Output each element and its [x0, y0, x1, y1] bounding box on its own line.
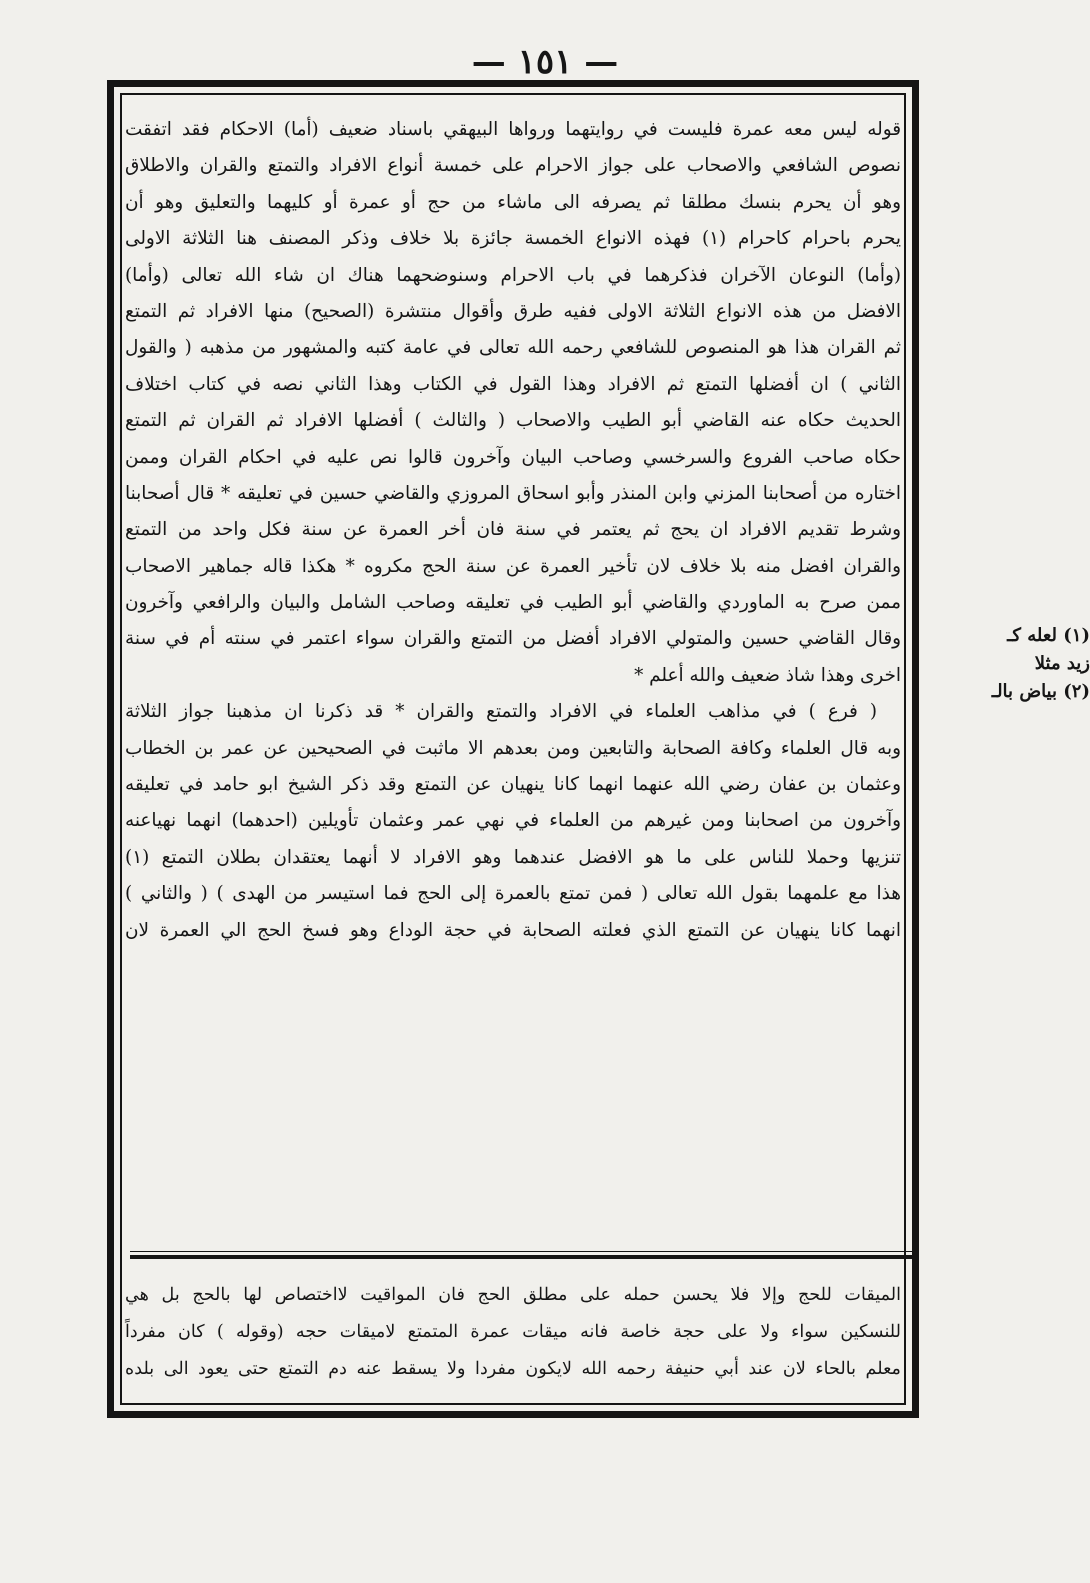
text-line: وهو أن يحرم بنسك مطلقا ثم يصرفه الى ماشاء من حج أو عمرة أو كليهما والتعليق وهو أن: [125, 191, 901, 213]
margin-note: (١) لعله كـ: [1007, 625, 1090, 646]
text-line: يحرم باحرام كاحرام (١) فهذه الانواع الخمسة جائزة بلا خلاف وذكر المصنف هنا الثلاثة الاولى: [125, 228, 901, 250]
text-line: اختاره من أصحابنا المزني وابن المنذر وأبو اسحاق المروزي والقاضي حسين في تعليقه * قال أصحابنا: [125, 482, 901, 504]
text-line: قوله ليس معه عمرة فليست في روايتهما ورواها البيهقي باسناد ضعيف (أما) الاحكام فقد اتفقت: [125, 119, 901, 140]
text-line: (وأما) النوعان الآخران فذكرهما في باب الاحرام وسنوضحهما هناك ان شاء الله تعالى (وأما): [125, 264, 901, 286]
footnote-separator-thin: [130, 1251, 915, 1252]
text-line: ثم القران هذا هو المنصوص للشافعي رحمه الله تعالى في عامة كتبه والمشهور من مذهبه ( والقول: [125, 337, 901, 359]
margin-note: (٢) بياض بالـ: [991, 681, 1090, 702]
footnote-line: للنسكين سواء ولا على حجة خاصة فانه ميقات عمرة المتمتع لاميقات حجه (وقوله ) كان مفرداً: [125, 1322, 901, 1342]
footnote-separator: [130, 1255, 915, 1259]
text-line: انهما كانا ينهيان عن التمتع الذي فعلته الصحابة في حجة الوداع وهو فسخ الحج الي العمرة لان: [125, 919, 901, 941]
text-line: اخرى وهذا شاذ ضعيف والله أعلم *: [634, 664, 901, 686]
text-line: الافضل من هذه الانواع الثلاثة الاولى ففيه طرق وأقوال منتشرة (الصحيح) منها الافراد ثم التمتع: [125, 300, 901, 322]
text-line: نصوص الشافعي والاصحاب على جواز الاحرام على خمسة أنواع الافراد والتمتع والقران والاطلاق: [125, 155, 901, 177]
footnote-text-block: [125, 1277, 901, 1388]
text-line: الثاني ) ان أفضلها التمتع ثم الافراد وهذا القول في الكتاب وهذا الثاني نصه في كتاب اختلاف: [125, 373, 901, 395]
text-line: وقال القاضي حسين والمتولي الافراد أفضل من التمتع والقران سواء اعتمر في سنته أم في سنة: [125, 628, 901, 650]
text-line: وعثمان بن عفان رضي الله عنهما انهما كانا ينهيان عن التمتع وقد ذكر الشيخ ابو حامد في تعليقه: [125, 774, 901, 796]
page-number: — ١٥١ —: [471, 42, 619, 82]
text-line: ( فرع ) في مذاهب العلماء في الافراد والتمتع والقران * قد ذكرنا ان مذهبنا جواز الثلاثة: [125, 701, 877, 723]
text-line: وآخرون من اصحابنا ومن غيرهم من العلماء في نهي عمر وعثمان تأويلين (احدهما) انهما نهياعنه: [125, 810, 901, 832]
text-line: الحديث حكاه عنه القاضي أبو الطيب والاصحاب ( والثالث ) أفضلها الافراد ثم القران ثم التمتع: [125, 410, 901, 432]
margin-notes: [991, 622, 1090, 706]
margin-note: زيد مثلا: [1034, 653, 1090, 674]
text-line: والقران افضل منه بلا خلاف لان تأخير العمرة عن سنة الحج مكروه * هكذا قاله جماهير الاصحاب: [125, 555, 901, 577]
footnote-line: الميقات للحج وإلا فلا يحسن حمله على مطلق الحج فان المواقيت لااختصاص لها بالحج بل هي: [125, 1285, 901, 1305]
text-line: تنزيها وحملا للناس على ما هو الافضل عندهما وهو الافراد لا أنهما يعتقدان بطلان التمتع (١): [125, 846, 901, 868]
footnote-line: معلم بالحاء لان عند أبي حنيفة رحمه الله لايكون مفردا ولا يسقط عنه دم التمتع حتى يعود الى بلده: [125, 1359, 901, 1379]
text-line: ممن صرح به الماوردي والقاضي أبو الطيب في تعليقه وصاحب الشامل والبيان والرافعي وآخرون: [125, 592, 901, 614]
text-line: حكاه صاحب الفروع والسرخسي وصاحب البيان وآخرون قالوا نص عليه في احكام القران وممن: [125, 446, 901, 468]
text-line: هذا مع علمهما بقول الله تعالى ( فمن تمتع بالعمرة إلى الحج فما استيسر من الهدى ) ( والثاني ): [125, 883, 901, 905]
text-line: وشرط تقديم الافراد ان يحج ثم يعتمر في سنة فان أخر العمرة عن سنة فكل واحد من التمتع: [125, 519, 901, 541]
main-text-block: [125, 112, 901, 949]
text-line: وبه قال العلماء وكافة الصحابة والتابعين ومن بعدهم الا ماثبت في الصحيحين عن عمر بن الخطاب: [125, 737, 901, 759]
